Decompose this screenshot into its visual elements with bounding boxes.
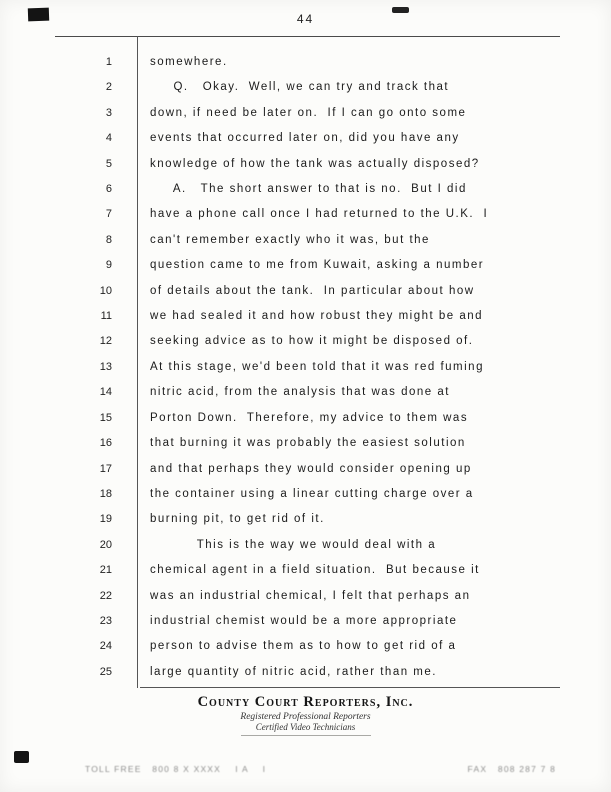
line-number: 2	[105, 81, 112, 94]
line-text: large quantity of nitric acid, rather than me.	[150, 665, 437, 678]
line-number: 17	[99, 462, 112, 475]
transcript-line	[0, 482, 611, 507]
transcript-line	[0, 202, 611, 227]
transcript-line	[0, 75, 611, 100]
line-text: Q. Okay. Well, we can try and track that	[150, 81, 450, 94]
line-number: 22	[99, 589, 112, 602]
line-text: This is the way we would deal with a	[150, 538, 437, 551]
tagline-certified: Certified Video Technicians	[255, 722, 356, 732]
line-text: A. The short answer to that is no. But I did	[150, 183, 467, 196]
line-text: have a phone call once I had returned to the U.K. I	[150, 208, 489, 221]
contact-info-left: TOLL FREE 800 8 X XXXX I A I	[85, 764, 267, 774]
line-text: down, if need be later on. If I can go onto some	[150, 106, 467, 119]
line-number: 11	[100, 310, 112, 323]
line-text: events that occurred later on, did you have any	[150, 132, 460, 145]
line-text: person to advise them as to how to get rid of a	[150, 640, 457, 653]
line-number: 21	[99, 564, 112, 577]
transcript-line	[0, 152, 611, 177]
line-number: 12	[99, 335, 112, 348]
line-number: 16	[99, 437, 112, 450]
line-text: and that perhaps they would consider opening up	[150, 462, 472, 475]
line-text: we had sealed it and how robust they might be and	[150, 310, 484, 323]
transcript-line	[0, 50, 611, 75]
line-number: 8	[105, 233, 112, 246]
transcript-line	[0, 279, 611, 304]
line-text: of details about the tank. In particular about how	[150, 284, 475, 297]
transcript-line	[0, 457, 611, 482]
transcript-line	[0, 126, 611, 151]
tagline-registered: Registered Professional Reporters	[240, 712, 371, 722]
bottom-rule	[140, 687, 560, 688]
line-number: 5	[105, 157, 112, 170]
line-number: 15	[99, 411, 112, 424]
line-number: 3	[105, 106, 112, 119]
transcript-line	[0, 431, 611, 456]
transcript-line	[0, 355, 611, 380]
scan-artifact-bottom-left	[14, 751, 29, 763]
line-number: 6	[105, 183, 112, 196]
transcript-line	[0, 558, 611, 583]
footer-rule	[241, 735, 371, 736]
line-number: 13	[99, 360, 112, 373]
line-text: can't remember exactly who it was, but the	[150, 233, 430, 246]
top-rule	[55, 36, 560, 37]
line-number: 1	[105, 56, 112, 68]
line-number: 4	[105, 132, 112, 145]
line-text: At this stage, we'd been told that it was red fuming	[150, 360, 484, 373]
transcript-line	[0, 507, 611, 532]
transcript-line	[0, 304, 611, 329]
line-text: somewhere.	[150, 56, 228, 68]
transcript-line	[0, 253, 611, 278]
line-text: the container using a linear cutting charge over a	[150, 487, 474, 500]
transcript-line	[0, 177, 611, 202]
line-text: chemical agent in a field situation. But because it	[150, 564, 480, 577]
transcript-line	[0, 584, 611, 609]
line-number: 23	[99, 614, 112, 627]
line-number: 20	[99, 538, 112, 551]
line-number: 24	[99, 640, 112, 653]
line-text: industrial chemist would be a more appropriate	[150, 614, 458, 627]
company-name: County Court Reporters, Inc.	[197, 694, 414, 710]
page-number: 44	[296, 12, 315, 26]
transcript-line	[0, 634, 611, 659]
line-text: was an industrial chemical, I felt that perhaps an	[150, 589, 471, 602]
line-number: 7	[105, 208, 112, 221]
transcript-line	[0, 660, 611, 685]
transcript-line	[0, 228, 611, 253]
line-number: 14	[99, 386, 112, 399]
line-text: Porton Down. Therefore, my advice to them was	[150, 411, 469, 424]
transcript-line	[0, 380, 611, 405]
line-text: that burning it was probably the easiest solution	[150, 437, 466, 450]
line-text: nitric acid, from the analysis that was done at	[150, 386, 450, 399]
line-number: 25	[99, 665, 112, 678]
line-text: knowledge of how the tank was actually disposed?	[150, 157, 480, 170]
line-text: seeking advice as to how it might be disposed of.	[150, 335, 474, 348]
line-number: 19	[99, 513, 112, 526]
line-number: 10	[99, 284, 112, 297]
contact-info-right: FAX 808 287 7 8	[467, 764, 556, 774]
transcript-line	[0, 609, 611, 634]
line-number: 18	[99, 487, 112, 500]
transcript-line	[0, 329, 611, 354]
line-number: 9	[105, 259, 112, 272]
transcript-line	[0, 101, 611, 126]
reporter-letterhead	[0, 694, 611, 736]
line-text: question came to me from Kuwait, asking a number	[150, 259, 485, 272]
line-text: burning pit, to get rid of it.	[150, 513, 325, 526]
transcript-lines	[0, 50, 611, 685]
transcript-line	[0, 406, 611, 431]
transcript-line	[0, 533, 611, 558]
